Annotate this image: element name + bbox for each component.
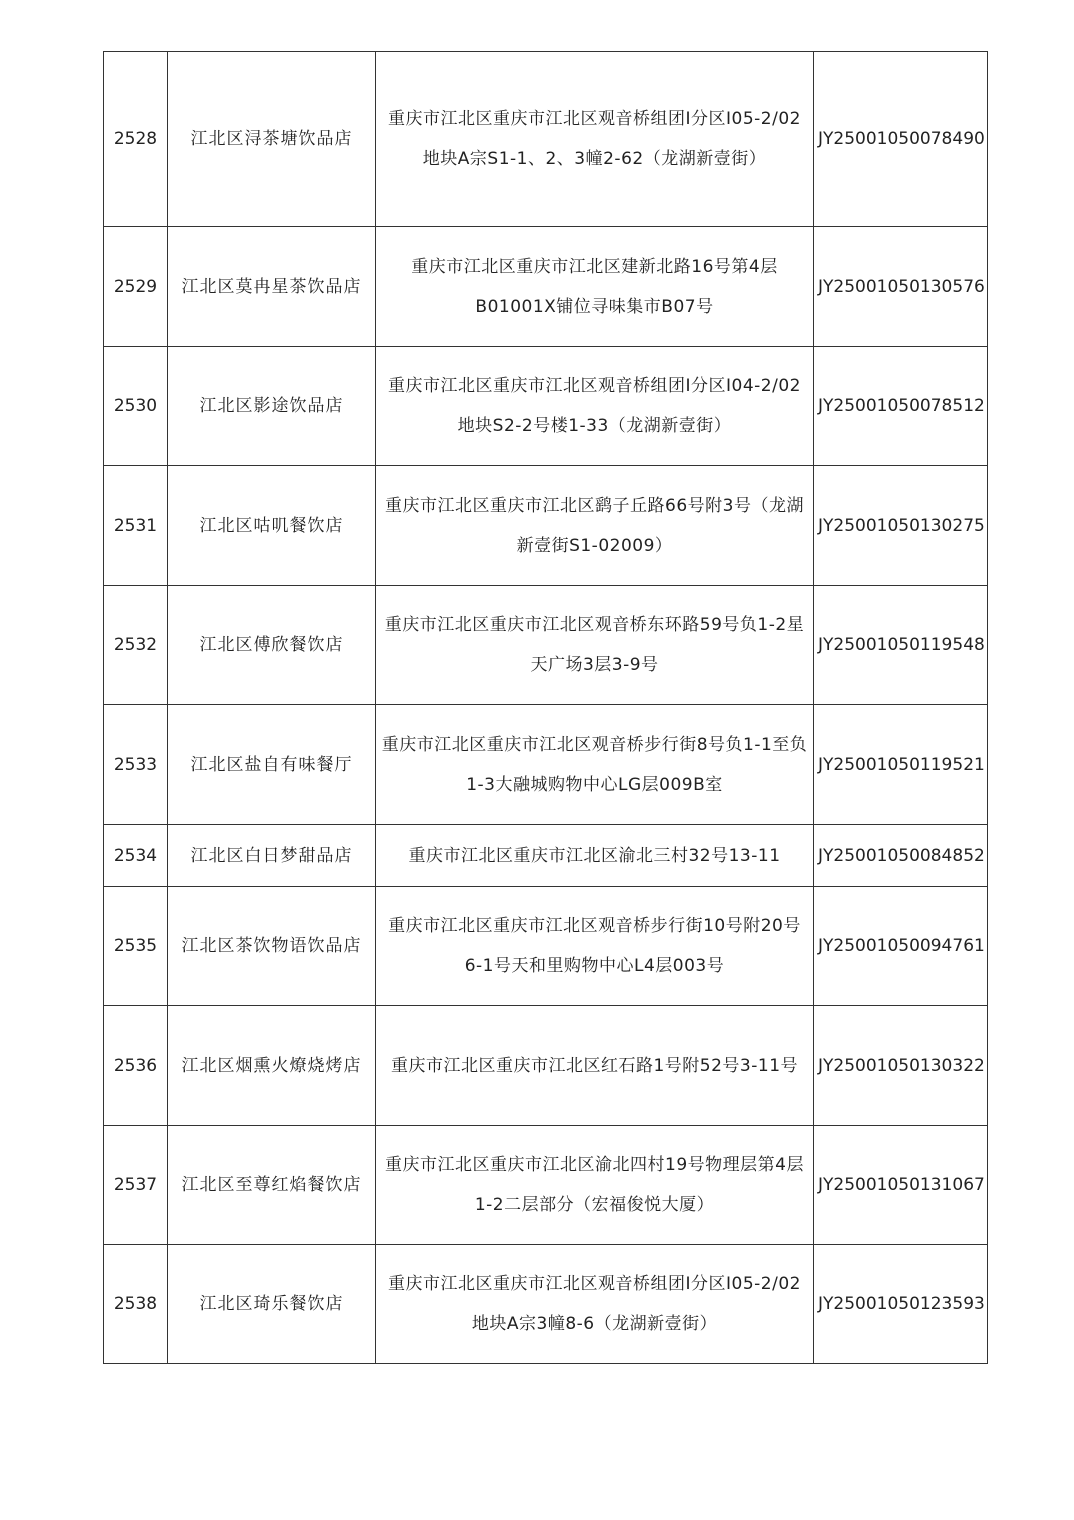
store-address: 重庆市江北区重庆市江北区观音桥组团Ⅰ分区Ⅰ05-2/02地块A宗3幢8-6（龙湖新壹街）	[376, 1245, 814, 1364]
license-number: JY25001050078490	[814, 52, 988, 227]
store-name: 江北区茶饮物语饮品店	[168, 887, 376, 1006]
row-number: 2530	[104, 347, 168, 466]
store-name: 江北区影途饮品店	[168, 347, 376, 466]
license-number: JY25001050119521	[814, 705, 988, 825]
store-name: 江北区盐自有味餐厅	[168, 705, 376, 825]
store-address: 重庆市江北区重庆市江北区渝北四村19号物理层第4层1-2二层部分（宏福俊悦大厦）	[376, 1126, 814, 1245]
table-row	[104, 347, 988, 466]
store-name: 江北区莫冉星茶饮品店	[168, 227, 376, 347]
license-number: JY25001050084852	[814, 825, 988, 887]
row-number: 2534	[104, 825, 168, 887]
table-row	[104, 466, 988, 586]
row-number: 2535	[104, 887, 168, 1006]
store-address: 重庆市江北区重庆市江北区观音桥步行街10号附20号6-1号天和里购物中心L4层003号	[376, 887, 814, 1006]
table-row	[104, 586, 988, 705]
row-number: 2536	[104, 1006, 168, 1126]
license-number: JY25001050130275	[814, 466, 988, 586]
license-number: JY25001050123593	[814, 1245, 988, 1364]
license-table	[103, 51, 988, 1364]
table-row	[104, 227, 988, 347]
row-number: 2529	[104, 227, 168, 347]
table-row	[104, 1006, 988, 1126]
store-address: 重庆市江北区重庆市江北区观音桥组团Ⅰ分区I04-2/02地块S2-2号楼1-33（龙湖新壹街）	[376, 347, 814, 466]
row-number: 2537	[104, 1126, 168, 1245]
row-number: 2528	[104, 52, 168, 227]
store-name: 江北区至尊红焰餐饮店	[168, 1126, 376, 1245]
table-row	[104, 1245, 988, 1364]
row-number: 2532	[104, 586, 168, 705]
row-number: 2531	[104, 466, 168, 586]
store-address: 重庆市江北区重庆市江北区渝北三村32号13-11	[376, 825, 814, 887]
row-number: 2538	[104, 1245, 168, 1364]
table-row	[104, 1126, 988, 1245]
store-address: 重庆市江北区重庆市江北区红石路1号附52号3-11号	[376, 1006, 814, 1126]
store-address: 重庆市江北区重庆市江北区观音桥步行街8号负1-1至负1-3大融城购物中心LG层009B室	[376, 705, 814, 825]
store-address: 重庆市江北区重庆市江北区观音桥组团Ⅰ分区I05-2/02地块A宗S1-1、2、3幢2-62（龙湖新壹街）	[376, 52, 814, 227]
table-row	[104, 825, 988, 887]
license-number: JY25001050094761	[814, 887, 988, 1006]
store-address: 重庆市江北区重庆市江北区观音桥东环路59号负1-2星天广场3层3-9号	[376, 586, 814, 705]
store-name: 江北区琦乐餐饮店	[168, 1245, 376, 1364]
row-number: 2533	[104, 705, 168, 825]
table-row	[104, 52, 988, 227]
license-number: JY25001050131067	[814, 1126, 988, 1245]
license-number: JY25001050119548	[814, 586, 988, 705]
store-name: 江北区咕叽餐饮店	[168, 466, 376, 586]
license-number: JY25001050130576	[814, 227, 988, 347]
store-name: 江北区白日梦甜品店	[168, 825, 376, 887]
store-address: 重庆市江北区重庆市江北区建新北路16号第4层B01001X铺位寻味集市B07号	[376, 227, 814, 347]
store-name: 江北区烟熏火燎烧烤店	[168, 1006, 376, 1126]
table-row	[104, 887, 988, 1006]
store-address: 重庆市江北区重庆市江北区鹞子丘路66号附3号（龙湖新壹街S1-02009）	[376, 466, 814, 586]
license-number: JY25001050130322	[814, 1006, 988, 1126]
store-name: 江北区傅欣餐饮店	[168, 586, 376, 705]
license-number: JY25001050078512	[814, 347, 988, 466]
table-row	[104, 705, 988, 825]
store-name: 江北区浔茶塘饮品店	[168, 52, 376, 227]
